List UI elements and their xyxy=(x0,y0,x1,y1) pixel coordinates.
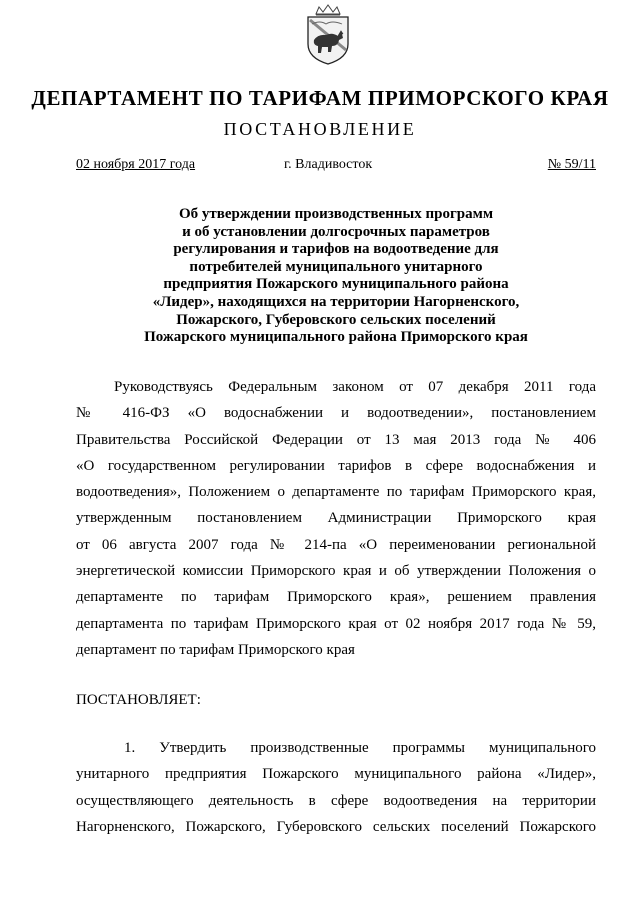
preamble-line: Правительства Российской Федерации от 13 мая 2013 года № 406 xyxy=(76,431,596,448)
document-date: 02 ноября 2017 года xyxy=(76,157,196,172)
item-1-paragraph xyxy=(76,735,596,840)
preamble-line: от 06 августа 2007 года № 214-па «О переименовании региональной xyxy=(76,536,596,553)
document-meta-row xyxy=(76,157,596,177)
resolves-heading: ПОСТАНОВЛЯЕТ: xyxy=(76,692,201,708)
preamble-line: утвержденным постановлением Администрации Приморского края xyxy=(76,510,596,527)
document-city: г. Владивосток xyxy=(284,157,373,172)
coat-of-arms-icon xyxy=(302,4,354,66)
preamble-line: Руководствуясь Федеральным законом от 07 декабря 2011 года xyxy=(114,379,596,395)
department-title: ДЕПАРТАМЕНТ ПО ТАРИФАМ ПРИМОРСКОГО КРАЯ xyxy=(31,86,609,110)
preamble-line: «О государственном регулировании тарифов в сфере водоснабжения и xyxy=(76,457,596,474)
document-type: ПОСТАНОВЛЕНИЕ xyxy=(223,119,417,139)
document-subject xyxy=(76,206,596,347)
subject-line: предприятия Пожарского муниципального района xyxy=(163,276,509,293)
subject-line: «Лидер», находящихся на территории Нагорненского, xyxy=(152,293,520,310)
subject-line: регулирования и тарифов на водоотведение для xyxy=(173,241,499,258)
preamble-line: № 416-ФЗ «О водоснабжении и водоотведении», постановлением xyxy=(76,405,596,422)
document-number: № 59/11 xyxy=(547,157,596,172)
item-1-line: унитарного предприятия Пожарского муниципального района «Лидер», xyxy=(76,766,596,783)
subject-line: Пожарского, Губеровского сельских поселений xyxy=(176,311,496,328)
subject-line: Об утверждении производственных программ xyxy=(178,206,494,222)
preamble-paragraph xyxy=(76,374,596,663)
subject-line: и об установлении долгосрочных параметров xyxy=(182,223,490,240)
preamble-line: энергетической комиссии Приморского края и об утверждении Положения о xyxy=(76,563,596,580)
subject-line: потребителей муниципального унитарного xyxy=(189,258,483,275)
subject-line: Пожарского муниципального района Приморского края xyxy=(144,329,528,346)
item-1-line: 1. Утвердить производственные программы муниципального xyxy=(124,740,596,756)
item-1-line: осуществляющего деятельность в сфере водоотведения на территории xyxy=(76,792,596,809)
item-1-line: Нагорненского, Пожарского, Губеровского сельских поселений Пожарского xyxy=(76,818,596,835)
preamble-line: водоотведения», Положением о департаменте по тарифам Приморского края, xyxy=(76,484,596,501)
preamble-line: департамента по тарифам Приморского края от 02 ноября 2017 года № 59, xyxy=(76,615,596,632)
preamble-line: департамент по тарифам Приморского края xyxy=(76,641,355,658)
preamble-line: департаменте по тарифам Приморского края», решением правления xyxy=(76,589,596,606)
